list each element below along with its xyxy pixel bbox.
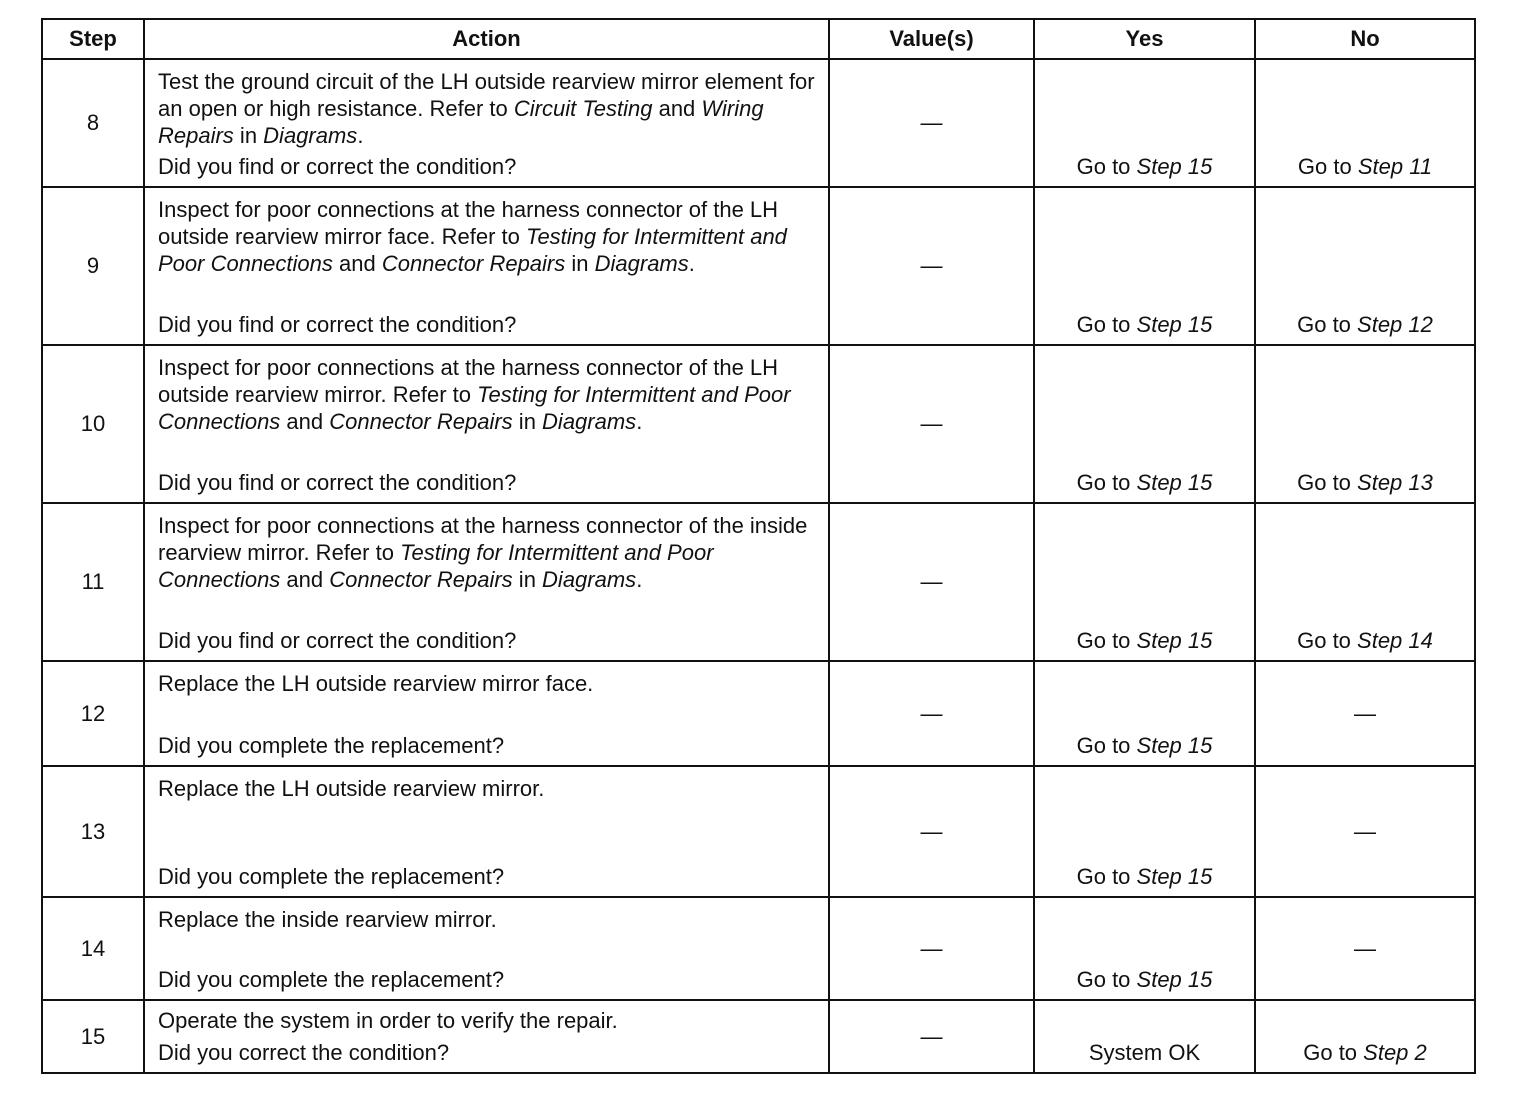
table-row-step-13 bbox=[42, 766, 1475, 897]
value-cell: — bbox=[829, 897, 1034, 1000]
no-cell: — bbox=[1255, 897, 1475, 1000]
diagnostic-table bbox=[41, 18, 1476, 1074]
action-cell bbox=[144, 345, 829, 503]
no-cell: Go to Step 11 bbox=[1255, 59, 1475, 187]
question-text: Did you complete the replacement? bbox=[158, 967, 505, 992]
table-row-step-9 bbox=[42, 187, 1475, 345]
value-cell: — bbox=[829, 661, 1034, 766]
yes-cell: Go to Step 15 bbox=[1034, 897, 1255, 1000]
action-cell bbox=[144, 661, 829, 766]
yes-cell: Go to Step 15 bbox=[1034, 187, 1255, 345]
question-text: Did you complete the replacement? bbox=[158, 864, 505, 889]
question-text: Did you complete the replacement? bbox=[158, 733, 505, 758]
table-row-step-14 bbox=[42, 897, 1475, 1000]
header-no: No bbox=[1255, 19, 1475, 59]
header-row bbox=[42, 19, 1475, 59]
yes-cell: System OK bbox=[1034, 1000, 1255, 1073]
value-cell: — bbox=[829, 503, 1034, 661]
yes-cell: Go to Step 15 bbox=[1034, 59, 1255, 187]
action-text: Inspect for poor connections at the harness connector of the LH outside rearview mirror face. Refer to Testing for Intermittent and Poor Connections and Connector Repairs in Diagrams. bbox=[158, 197, 787, 276]
header-yes: Yes bbox=[1034, 19, 1255, 59]
header-step: Step bbox=[42, 19, 144, 59]
step-number: 12 bbox=[42, 661, 144, 766]
step-number: 10 bbox=[42, 345, 144, 503]
question-text: Did you correct the condition? bbox=[158, 1040, 450, 1065]
no-cell: — bbox=[1255, 766, 1475, 897]
action-cell bbox=[144, 897, 829, 1000]
header-values: Value(s) bbox=[829, 19, 1034, 59]
action-text: Test the ground circuit of the LH outside rearview mirror element for an open or high resistance. Refer to Circuit Testing and Wiring Repairs in Diagrams. bbox=[158, 69, 815, 148]
question-text: Did you find or correct the condition? bbox=[158, 628, 517, 653]
step-number: 13 bbox=[42, 766, 144, 897]
value-cell: — bbox=[829, 1000, 1034, 1073]
question-text: Did you find or correct the condition? bbox=[158, 154, 517, 179]
header-action: Action bbox=[144, 19, 829, 59]
question-text: Did you find or correct the condition? bbox=[158, 312, 517, 337]
action-cell bbox=[144, 503, 829, 661]
table-row-step-11 bbox=[42, 503, 1475, 661]
step-number: 14 bbox=[42, 897, 144, 1000]
no-cell: Go to Step 12 bbox=[1255, 187, 1475, 345]
action-text: Replace the inside rearview mirror. bbox=[158, 907, 497, 932]
value-cell: — bbox=[829, 766, 1034, 897]
table-row-step-15 bbox=[42, 1000, 1475, 1073]
action-cell bbox=[144, 1000, 829, 1073]
yes-cell: Go to Step 15 bbox=[1034, 345, 1255, 503]
no-cell: Go to Step 14 bbox=[1255, 503, 1475, 661]
value-cell: — bbox=[829, 187, 1034, 345]
action-cell bbox=[144, 766, 829, 897]
action-text: Replace the LH outside rearview mirror face. bbox=[158, 671, 594, 696]
table-row-step-8 bbox=[42, 59, 1475, 187]
action-text: Operate the system in order to verify the repair. bbox=[158, 1008, 618, 1033]
question-text: Did you find or correct the condition? bbox=[158, 470, 517, 495]
step-number: 15 bbox=[42, 1000, 144, 1073]
yes-cell: Go to Step 15 bbox=[1034, 766, 1255, 897]
no-cell: Go to Step 2 bbox=[1255, 1000, 1475, 1073]
step-number: 9 bbox=[42, 187, 144, 345]
action-cell bbox=[144, 187, 829, 345]
yes-cell: Go to Step 15 bbox=[1034, 503, 1255, 661]
table-row-step-10 bbox=[42, 345, 1475, 503]
value-cell: — bbox=[829, 345, 1034, 503]
action-text: Inspect for poor connections at the harness connector of the inside rearview mirror. Refer to Testing for Intermittent and Poor Connections and Connector Repairs in Diagrams. bbox=[158, 513, 808, 592]
action-text: Inspect for poor connections at the harness connector of the LH outside rearview mirror. Refer to Testing for Intermittent and Poor Connections and Connector Repairs in Diagrams. bbox=[158, 355, 791, 434]
no-cell: — bbox=[1255, 661, 1475, 766]
table-row-step-12 bbox=[42, 661, 1475, 766]
action-cell bbox=[144, 59, 829, 187]
step-number: 11 bbox=[42, 503, 144, 661]
value-cell: — bbox=[829, 59, 1034, 187]
action-text: Replace the LH outside rearview mirror. bbox=[158, 776, 545, 801]
no-cell: Go to Step 13 bbox=[1255, 345, 1475, 503]
yes-cell: Go to Step 15 bbox=[1034, 661, 1255, 766]
step-number: 8 bbox=[42, 59, 144, 187]
